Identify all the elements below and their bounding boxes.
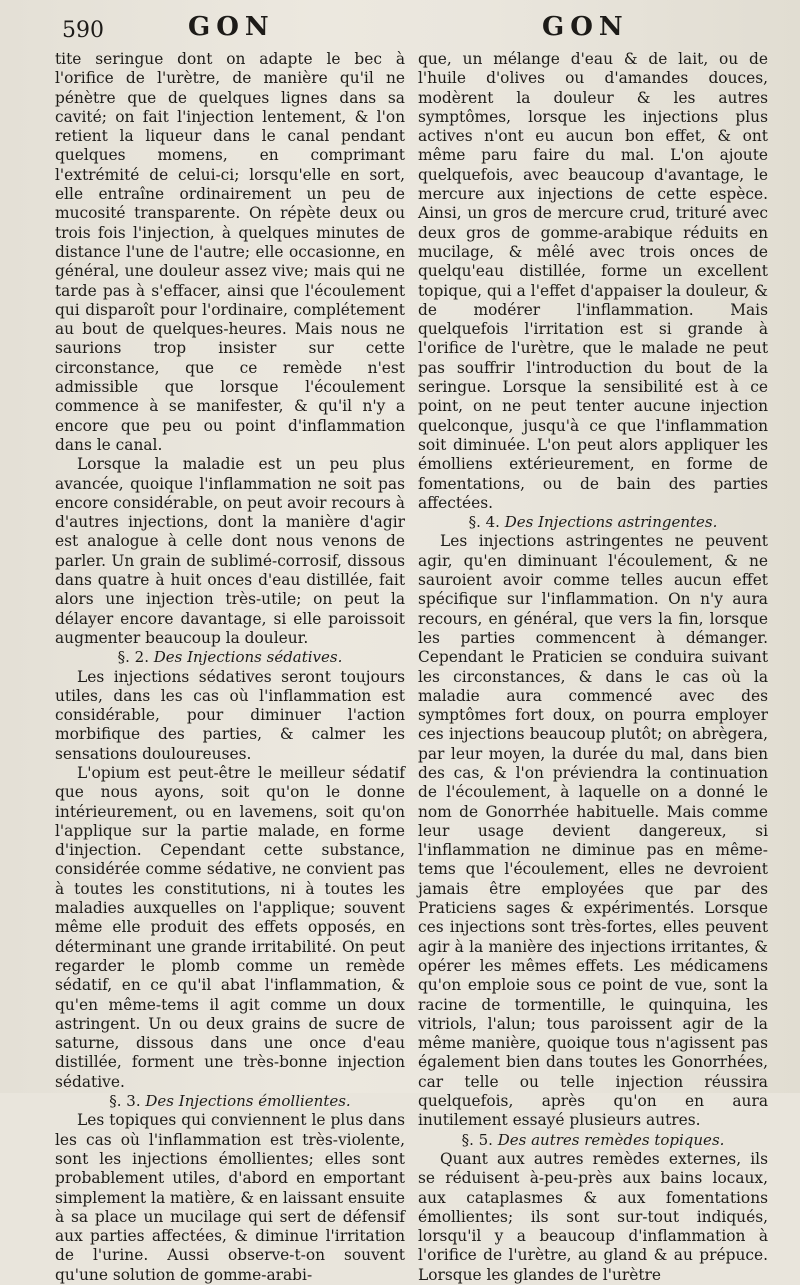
- section-heading-2: [55, 648, 405, 667]
- paragraph: Les injections astringentes ne peuvent agir, qu'en diminuant l'écoulement, & ne sauroient avoir comme telles aucun effet spécifique sur l'inflammation. On n'y aura recours, en général, que vers la fin, lorsque les parties commencent à démanger. Cependant le Praticien se conduira suivant les circonstances, & dans le cas où la maladie aura commencé avec des symptômes fort doux, on pourra employer ces injections beaucoup plutôt; on abrègera, par leur moyen, la durée du mal, dans bien des cas, & l'on préviendra la continuation de l'écoulement, à laquelle on a donné le nom de Gonorrhée habituelle. Mais comme leur usage devient dangereux, si l'inflammation ne diminue pas en même-tems que l'écoulement, elles ne devroient jamais être employées que par des Praticiens sages & expérimentés. Lorsque ces injections sont très-fortes, elles peuvent agir à la manière des injections irritantes, & opérer les mêmes effets. Les médicamens qu'on emploie sous ce point de vue, sont la racine de tormentille, le quinquina, les vitriols, l'alun; tous paroissent agir de la même manière, quoique tous n'agissent pas également bien dans toutes les Gonorrhées, car telle ou telle injection réussira quelquefois, après qu'on en aura inutilement essayé plusieurs autres.: [418, 532, 768, 1130]
- section-title: Des Injections émollientes.: [145, 1092, 351, 1111]
- section-heading-4: [418, 513, 768, 532]
- section-number: §. 4.: [468, 513, 500, 532]
- section-number: §. 3.: [109, 1092, 141, 1111]
- section-title: Des autres remèdes topiques.: [497, 1130, 725, 1149]
- section-heading-5: [418, 1131, 768, 1150]
- section-heading-3: [55, 1092, 405, 1111]
- paragraph: L'opium est peut-être le meilleur sédatif que nous ayons, soit qu'on le donne intérieurement, ou en lavemens, soit qu'on l'applique sur la partie malade, en forme d'injection. Cependant cette substance, considérée comme sédative, ne convient pas à toutes les constitutions, ni à toutes les maladies auxquelles on l'applique; souvent même elle produit des effets opposés, en déterminant une grande irritabilité. On peut regarder le plomb comme un remède sédatif, en ce qu'il abat l'inflammation, & qu'en même-tems il agit comme un doux astringent. Un ou deux grains de sucre de saturne, dissous dans une once d'eau distillée, forment une très-bonne injection sédative.: [55, 763, 405, 1091]
- running-head-left: GON: [188, 12, 275, 42]
- section-number: §. 2.: [117, 648, 149, 667]
- left-column: [55, 50, 405, 1285]
- section-title: Des Injections sédatives.: [153, 648, 343, 667]
- page-number: 590: [62, 18, 104, 43]
- section-number: §. 5.: [461, 1130, 493, 1149]
- section-title: Des Injections astringentes.: [504, 513, 718, 532]
- paragraph: Quant aux autres remèdes externes, ils se réduisent à-peu-près aux bains locaux, aux cataplasmes & aux fomentations émollientes; ils sont sur-tout indiqués, lorsqu'il y a beaucoup d'inflammation à l'orifice de l'urètre, au gland & au prépuce. Lorsque les glandes de l'urètre: [418, 1149, 768, 1284]
- right-column: [418, 50, 768, 1285]
- paragraph: Les injections sédatives seront toujours utiles, dans les cas où l'inflammation est considérable, pour diminuer l'action morbifique des parties, & calmer les sensations douloureuses.: [55, 667, 405, 763]
- paragraph: Lorsque la maladie est un peu plus avancée, quoique l'inflammation ne soit pas encore considérable, on peut avoir recours à d'autres injections, dont la manière d'agir est analogue à celle dont nous venons de parler. Un grain de sublimé-corrosif, dissous dans quatre à huit onces d'eau distillée, fait alors une injection très-utile; on peut la délayer encore davantage, si elle paroissoit augmenter beaucoup la douleur.: [55, 455, 405, 647]
- paragraph: Les topiques qui conviennent le plus dans les cas où l'inflammation est très-violente, sont les injections émollientes; elles sont probablement utiles, d'abord en emportant simplement la matière, & en laissant ensuite à sa place un mucilage qui sert de défensif aux parties affectées, & diminue l'irritation de l'urine. Aussi observe-t-on souvent qu'une solution de gomme-arabi-: [55, 1111, 405, 1284]
- paragraph: que, un mélange d'eau & de lait, ou de l'huile d'olives ou d'amandes douces, modèrent la douleur & les autres symptômes, lorsque les injections plus actives n'ont eu aucun bon effet, & ont même paru faire du mal. L'on ajoute quelquefois, avec beaucoup d'avantage, le mercure aux injections de cette espèce. Ainsi, un gros de mercure crud, trituré avec deux gros de gomme-arabique réduits en mucilage, & mêlé avec trois onces de quelqu'eau distillée, forme un excellent topique, qui a l'effet d'appaiser la douleur, & de modérer l'inflammation. Mais quelquefois l'irritation est si grande à l'orifice de l'urètre, que le malade ne peut pas souffrir l'introduction du bout de la seringue. Lorsque la sensibilité est à ce point, on ne peut tenter aucune injection quelconque, jusqu'à ce que l'inflammation soit diminuée. L'on peut alors appliquer les émolliens extérieurement, en forme de fomentations, ou de bain des parties affectées.: [418, 50, 768, 512]
- running-head-right: GON: [542, 12, 629, 42]
- paragraph: tite seringue dont on adapte le bec à l'orifice de l'urètre, de manière qu'il ne pénètre que de quelques lignes dans sa cavité; on fait l'injection lentement, & l'on retient la liqueur dans le canal pendant quelques momens, en comprimant l'extrémité de celui-ci; lorsqu'elle en sort, elle entraîne ordinairement un peu de mucosité transparente. On répète deux ou trois fois l'injection, à quelques minutes de distance l'une de l'autre; elle occasionne, en général, une douleur assez vive; mais qui ne tarde pas à s'effacer, ainsi que l'écoulement qui disparoît pour l'ordinaire, complétement au bout de quelques-heures. Mais nous ne saurions trop insister sur cette circonstance, que ce remède n'est admissible que lorsque l'écoulement commence à se manifester, & qu'il n'y a encore que peu ou point d'inflammation dans le canal.: [55, 50, 405, 454]
